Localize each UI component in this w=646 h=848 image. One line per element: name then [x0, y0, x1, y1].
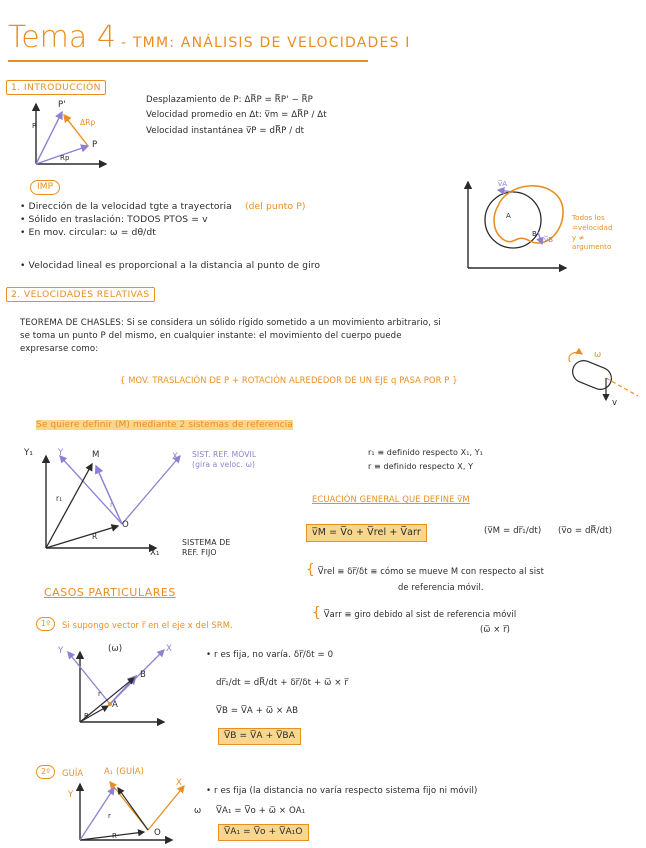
side-note-3: y ≠ — [572, 233, 585, 242]
vm-def: (v̅M = dr̅₁/dt) — [484, 526, 542, 536]
label-r1: r₁ — [56, 494, 63, 503]
label-p: P — [92, 140, 98, 150]
caso1-r: r — [98, 690, 101, 698]
chasles-line-3: expresarse como: — [20, 344, 99, 354]
displacement-diagram — [28, 102, 118, 172]
caso2-r: r — [108, 812, 111, 820]
caso1-num: 1º — [36, 617, 55, 631]
def-r1: r₁ ≡ definido respecto X₁, Y₁ — [368, 448, 484, 457]
intro-bullet-1: • Dirección de la velocidad tgte a trayectoria (del punto P) — [20, 201, 306, 212]
title-tema: Tema 4 — [8, 20, 116, 55]
caso1-line-2: dr̅₁/dt = dR̅/dt + δr̅/δt + ω̅ × r̅ — [216, 678, 348, 688]
caso2-y: Y — [68, 790, 74, 800]
vo-def: (v̅o = dR̅/dt) — [558, 526, 613, 536]
ecuacion-title: ECUACIÓN GENERAL QUE DEFINE v̅M — [312, 494, 470, 504]
vrel-line: { V̅rel ≡ δr̅/δt ≡ cómo se mueve M con respecto al sist de referencia móvil. — [306, 562, 545, 592]
intro-bullet-3: • En mov. circular: ω = dθ/dt — [20, 227, 157, 238]
intro-line-2: Velocidad promedio en Δt: v̅m = ΔR̅P / Δt — [146, 110, 327, 120]
caso1-line-3: V̅B = V̅A + ω̅ × AB — [216, 706, 299, 716]
caso1-R: R — [84, 712, 89, 720]
label-b: B — [532, 230, 537, 238]
sist-fijo-2: REF. FIJO — [182, 548, 217, 558]
varr-text-2: (ω̅ × r̅) — [480, 623, 511, 634]
label-va: v̅A — [498, 180, 508, 188]
title-rest: - TMM: ANÁLISIS DE VELOCIDADES I — [121, 35, 411, 51]
side-note — [572, 214, 613, 253]
caso1-b: B — [140, 670, 146, 680]
caso1-x: X — [166, 644, 172, 654]
label-m: M — [92, 450, 100, 460]
label-omega: ω — [594, 350, 602, 360]
caso2-R: R — [112, 832, 117, 840]
caso1-diagram — [40, 644, 180, 730]
label-r-small: r — [110, 500, 114, 509]
title-underline — [8, 60, 368, 62]
label-rp: Rp — [60, 154, 70, 162]
define-highlight: Se quiere definir (M) mediante 2 sistemas de referencia — [36, 420, 293, 430]
caso1-a: A — [112, 700, 118, 710]
label-x: X — [172, 452, 178, 462]
side-note-2: =velocidad — [572, 223, 613, 232]
label-r: R — [32, 122, 37, 130]
sist-fijo-1: SISTEMA DE — [182, 538, 231, 547]
intro-line-1: Desplazamiento de P: ΔR̅P = R̅P' − R̅P — [146, 95, 313, 105]
label-x1: X₁ — [150, 548, 160, 558]
caso2-a1: A₁ (GUÍA) — [104, 766, 145, 776]
section-heading-intro: 1. INTRODUCCIÓN — [6, 80, 106, 95]
intro-bullet-1-text: Dirección de la velocidad tgte a trayectoria — [28, 201, 232, 212]
caso1-y: Y — [58, 646, 64, 656]
label-vb: v̅B — [544, 236, 554, 244]
side-note-4: argumento — [572, 243, 612, 252]
label-drp: ΔRp — [80, 118, 96, 127]
label-o: O — [122, 520, 129, 530]
caso1-w: (ω) — [108, 644, 123, 654]
casos-heading: CASOS PARTICULARES — [44, 586, 176, 599]
caso2-line-2: V̅A₁ = V̅o + ω̅ × OA₁ — [216, 806, 306, 816]
caso2-title: GUÍA — [62, 768, 84, 778]
caso2-x: X — [176, 778, 182, 788]
caso2-w: ω — [194, 806, 202, 816]
intro-bullet-2: • Sólido en traslación: TODOS PTOS = v — [20, 214, 208, 225]
caso1-result: V̅B = V̅A + V̅BA — [218, 728, 301, 745]
caso2-result: V̅A₁ = V̅o + V̅A₁O — [218, 824, 309, 841]
label-a: A — [506, 212, 511, 220]
caso2-line-1: • r es fija (la distancia no varía respecto sistema fijo ni móvil) — [206, 786, 478, 796]
varr-line: { V̅arr ≡ giro debido al sist de referencia móvil (ω̅ × r̅) — [312, 605, 517, 634]
label-p-prime: P' — [58, 100, 66, 110]
intro-bullet-4: • Velocidad lineal es proporcional a la distancia al punto de giro — [20, 260, 321, 271]
rotation-diagram — [458, 176, 568, 276]
intro-bullet-4-text: Velocidad lineal es proporcional a la distancia al punto de giro — [28, 260, 321, 271]
caso2-num: 2º — [36, 765, 55, 779]
caso1-line-1: • r es fija, no varía. δr̅/δt = 0 — [206, 650, 334, 660]
varr-text: V̅arr ≡ giro debido al sist de referencia móvil — [323, 609, 517, 619]
chasles-line-1: TEOREMA DE CHASLES: Si se considera un sólido rígido sometido a un movimiento arbitrario, si — [20, 318, 441, 328]
label-y1: Y₁ — [24, 448, 33, 458]
caso1-title: Si supongo vector r̅ en el eje x del SRM. — [62, 620, 233, 630]
side-note-1: Todos los — [572, 214, 605, 222]
def-r: r ≡ definido respecto X, Y — [368, 462, 474, 471]
sist-movil — [192, 450, 256, 470]
label-v: v — [612, 398, 618, 408]
label-R: R — [92, 532, 98, 541]
caso2-diagram — [60, 776, 190, 846]
vrel-text: V̅rel ≡ δr̅/δt ≡ cómo se mueve M con respecto al sist — [317, 566, 545, 576]
label-y: Y — [58, 448, 64, 458]
note-point: (del punto P) — [244, 201, 306, 212]
define-line — [36, 420, 293, 431]
section-heading-relative: 2. VELOCIDADES RELATIVAS — [6, 287, 155, 302]
intro-bullet-3-text: En mov. circular: ω = dθ/dt — [28, 227, 157, 238]
chasles-formula: { MOV. TRASLACIÓN DE P + ROTACIÓN ALREDEDOR DE UN EJE q PASA POR P } — [120, 375, 458, 385]
intro-bullet-2-text: Sólido en traslación: TODOS PTOS = v — [28, 214, 208, 225]
rigid-body-sketch — [566, 350, 642, 410]
imp-badge: IMP — [30, 180, 60, 195]
chasles-line-2: se toma un punto P del mismo, en cualquier instante: el movimiento del cuerpo puede — [20, 331, 402, 341]
page-title — [8, 20, 411, 55]
sist-movil-1: SIST. REF. MÓVIL — [192, 450, 257, 459]
caso2-o: O — [154, 828, 161, 838]
vrel-text-2: de referencia móvil. — [398, 582, 484, 592]
ecuacion-box: v̅M = V̅o + V̅rel + V̅arr — [306, 524, 427, 542]
sist-movil-2: (gira a veloc. ω) — [192, 459, 256, 469]
intro-line-3: Velocidad instantánea v̅P = dR̅P / dt — [146, 126, 305, 136]
sist-fijo — [182, 538, 230, 558]
